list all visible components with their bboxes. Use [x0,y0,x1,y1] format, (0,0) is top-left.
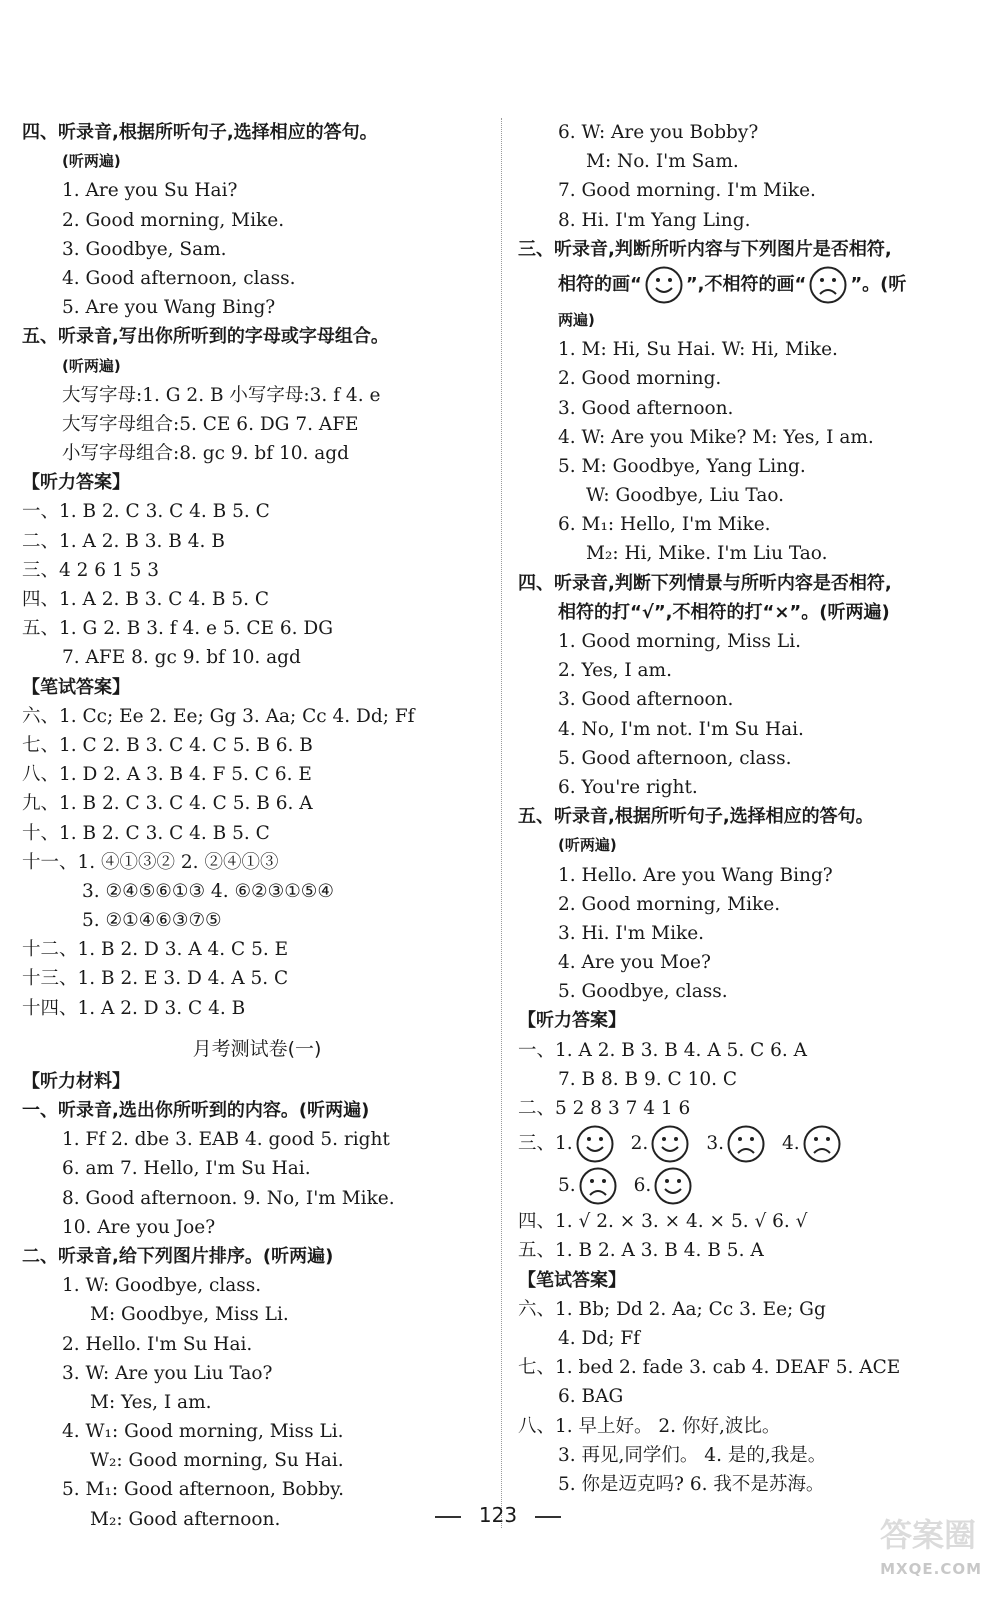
text-line: 1. Ff 2. dbe 3. EAB 4. good 5. right [62,1129,390,1151]
text-line: 八、1. 早上好。 2. 你好,波比。 [518,1415,781,1437]
sad-face-icon [802,1124,842,1164]
text-line: 七、1. bed 2. fade 3. cab 4. DEAF 5. ACE [518,1357,901,1379]
text-line: 6. BAG [558,1386,624,1408]
answer-label: 5. [558,1175,576,1197]
text-line: 一、1. A 2. B 3. B 4. A 5. C 6. A [518,1039,808,1061]
text-line: 5. Are you Wang Bing? [62,297,276,319]
page-number [0,1503,996,1527]
page-number-text: 123 [478,1503,518,1527]
sad-face-icon [726,1124,766,1164]
text-line: 3. Good afternoon. [558,397,734,419]
text-line: 五、1. B 2. A 3. B 4. B 5. A [518,1240,764,1262]
text-line: 二、听录音,给下列图片排序。(听两遍) [22,1245,334,1267]
text-line: 二、5 2 8 3 7 4 1 6 [518,1098,691,1119]
sad-face-icon [578,1166,618,1206]
face-instruction-text: ”。(听 [850,273,907,295]
text-line: 十、1. B 2. C 3. C 4. B 5. C [22,822,270,844]
text-line: 4. Dd; Ff [558,1327,641,1349]
text-line: 【笔试答案】 [518,1269,626,1291]
text-line: 6. You're right. [558,776,698,798]
text-line: 四、听录音,判断下列情景与所听内容是否相符, [518,572,892,594]
text-line: M₂: Hi, Mike. I'm Liu Tao. [586,543,828,565]
text-line: 二、1. A 2. B 3. B 4. B [22,530,225,552]
text-line: 【听力答案】 [518,1010,626,1032]
text-line: M: Yes, I am. [90,1391,212,1413]
text-line: 十三、1. B 2. E 3. D 4. A 5. C [22,968,289,990]
text-line: 九、1. B 2. C 3. C 4. C 5. B 6. A [22,793,313,815]
watermark-logo: 答案圈 [879,1516,976,1554]
text-line: 3. Goodbye, Sam. [62,238,227,260]
page-dash-right [535,1516,561,1518]
text-line: 10. Are you Joe? [62,1216,216,1238]
text-line: (听两遍) [558,836,617,855]
text-line: 十一、1. ④①③② 2. ②④①③ [22,851,279,873]
text-line: 4. No, I'm not. I'm Su Hai. [558,718,804,740]
text-line: 5. Good afternoon, class. [558,747,792,769]
text-line: 7. B 8. B 9. C 10. C [558,1068,738,1090]
smiley-face-icon [650,1124,690,1164]
text-line: 5. ②①④⑥③⑦⑤ [82,910,222,932]
text-line: 3. 再见,同学们。 4. 是的,我是。 [558,1444,827,1466]
text-line: 1. W: Goodbye, class. [62,1275,262,1297]
text-line: 六、1. Cc; Ee 2. Ee; Gg 3. Aa; Cc 4. Dd; Ff [22,705,415,727]
text-line: 十四、1. A 2. D 3. C 4. B [22,997,246,1019]
text-line: 1. M: Hi, Su Hai. W: Hi, Mike. [558,339,838,361]
text-line: 2. Hello. I'm Su Hai. [62,1333,253,1355]
text-line: 大写字母组合:5. CE 6. DG 7. AFE [62,413,359,435]
left-column [22,118,492,1534]
smiley-face-icon [575,1124,615,1164]
text-line: W₂: Good morning, Su Hai. [90,1450,344,1472]
text-line [518,264,986,306]
text-line: 五、1. G 2. B 3. f 4. e 5. CE 6. DG [22,618,334,640]
text-line: 2. Good morning. [558,368,722,390]
text-line: 三、4 2 6 1 5 3 [22,559,160,581]
text-line [518,1123,986,1165]
text-line: 【听力材料】 [22,1070,130,1092]
text-line: 四、听录音,根据所听句子,选择相应的答句。 [22,122,378,143]
text-line: 5. 你是迈克吗? 6. 我不是苏海。 [558,1473,825,1495]
watermark-text: MXQE.COM [880,1560,982,1578]
right-column [518,118,986,1499]
text-line: 月考测试卷(一) [192,1037,322,1060]
face-instruction-text: ”,不相符的画“ [685,273,807,295]
text-line: 五、听录音,根据所听句子,选择相应的答句。 [518,806,874,828]
text-line: 2. Good morning, Mike. [62,209,285,231]
smiley-face-icon [653,1166,693,1206]
text-line: 8. Good afternoon. 9. No, I'm Mike. [62,1187,395,1209]
answer-label: 三、1. [518,1133,573,1155]
smiley-face-icon [644,265,684,305]
answer-label: 3. [706,1133,724,1155]
text-line: 【听力答案】 [22,472,130,494]
text-line: 五、听录音,写出你所听到的字母或字母组合。 [22,326,389,348]
text-line: 两遍) [558,310,595,329]
text-line: 4. Are you Moe? [558,952,711,974]
text-line: 大写字母:1. G 2. B 小写字母:3. f 4. e [62,384,381,406]
text-line: 3. ②④⑤⑥①③ 4. ⑥②③①⑤④ [82,880,334,902]
column-divider [501,118,502,1528]
text-line: 小写字母组合:8. gc 9. bf 10. agd [62,443,349,465]
text-line: 1. Hello. Are you Wang Bing? [558,864,833,886]
text-line: 1. Good morning, Miss Li. [558,631,801,652]
text-line: 相符的打“√”,不相符的打“×”。(听两遍) [558,601,890,623]
text-line: 5. M₁: Good afternoon, Bobby. [62,1479,345,1501]
text-line: 4. W₁: Good morning, Miss Li. [62,1421,344,1443]
text-line: 六、1. Bb; Dd 2. Aa; Cc 3. Ee; Gg [518,1298,826,1320]
text-line: 7. AFE 8. gc 9. bf 10. agd [62,647,301,669]
text-line: 7. Good morning. I'm Mike. [558,180,816,202]
text-line: 四、1. √ 2. × 3. × 4. × 5. √ 6. √ [518,1211,808,1233]
text-line: 一、听录音,选出你所听到的内容。(听两遍) [22,1100,370,1121]
answer-label: 4. [781,1133,800,1155]
text-line: (听两遍) [62,152,121,171]
sad-face-icon [808,265,848,305]
text-line: 4. W: Are you Mike? M: Yes, I am. [558,426,874,448]
text-line: (听两遍) [62,356,121,375]
text-line: 2. Yes, I am. [558,660,672,682]
text-line: 5. Goodbye, class. [558,981,728,1003]
text-line: M: Goodbye, Miss Li. [90,1304,289,1326]
text-line: 四、1. A 2. B 3. C 4. B 5. C [22,589,270,610]
text-line: 八、1. D 2. A 3. B 4. F 5. C 6. E [22,764,312,786]
face-instruction-text: 相符的画“ [558,273,642,295]
text-line: W: Goodbye, Liu Tao. [586,485,785,507]
answer-label: 6. [633,1175,652,1197]
text-line: 4. Good afternoon, class. [62,267,296,289]
text-line: 6. am 7. Hello, I'm Su Hai. [62,1158,311,1180]
text-line: 5. M: Goodbye, Yang Ling. [558,455,806,477]
text-line: 三、听录音,判断所听内容与下列图片是否相符, [518,238,892,260]
text-line: 1. Are you Su Hai? [62,180,238,202]
text-line [518,1165,986,1207]
page-dash-left [435,1516,461,1518]
text-line: 3. W: Are you Liu Tao? [62,1362,273,1384]
text-line: 3. Hi. I'm Mike. [558,922,705,944]
text-line: 2. Good morning, Mike. [558,893,781,915]
text-line: 8. Hi. I'm Yang Ling. [558,209,751,231]
answer-label: 2. [630,1133,649,1155]
text-line: 十二、1. B 2. D 3. A 4. C 5. E [22,939,289,961]
text-line: 【笔试答案】 [22,676,130,698]
text-line: M₂: Good afternoon. [90,1508,281,1530]
text-line: M: No. I'm Sam. [586,151,739,173]
text-line: 一、1. B 2. C 3. C 4. B 5. C [22,501,270,523]
text-line: 3. Good afternoon. [558,689,734,711]
text-line: 6. M₁: Hello, I'm Mike. [558,514,771,536]
text-line: 七、1. C 2. B 3. C 4. C 5. B 6. B [22,734,313,756]
text-line: 6. W: Are you Bobby? [558,122,759,143]
